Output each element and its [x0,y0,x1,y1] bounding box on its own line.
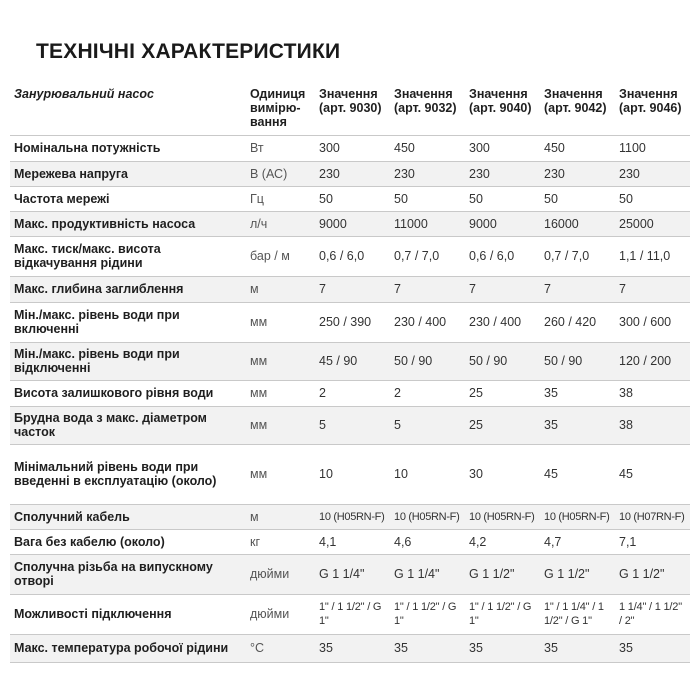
row-param: Макс. продуктивність насоса [10,211,246,236]
row-value: 10 (H05RN-F) [390,504,465,529]
table-row [10,380,690,406]
row-value: 50 [615,186,690,211]
table-row [10,554,690,594]
row-value: 50 / 90 [390,342,465,380]
header-value-9046: Значення (арт. 9046) [615,80,690,135]
row-value: 230 [465,161,540,186]
row-value: 35 [540,634,615,662]
row-value: 7 [390,276,465,302]
row-value: 10 (H05RN-F) [315,504,390,529]
row-param: Макс. температура робочої рідини [10,634,246,662]
row-value: 9000 [315,211,390,236]
row-value: 450 [390,135,465,161]
row-unit: дюйми [246,594,315,634]
row-value: 45 / 90 [315,342,390,380]
row-value: 7,1 [615,529,690,554]
table-row [10,406,690,444]
header-param: Занурювальний насос [10,80,246,135]
table-row [10,211,690,236]
row-unit: бар / м [246,236,315,276]
row-value: 10 [390,444,465,504]
row-value: G 1 1/2" [540,554,615,594]
row-value: G 1 1/4" [390,554,465,594]
row-value: 35 [465,634,540,662]
row-value: 1,1 / 11,0 [615,236,690,276]
row-value: 50 [315,186,390,211]
row-param: Сполучний кабель [10,504,246,529]
row-value: 450 [540,135,615,161]
row-unit: кг [246,529,315,554]
row-unit: мм [246,380,315,406]
table-row [10,135,690,161]
row-value: 10 [315,444,390,504]
row-value: 35 [540,406,615,444]
row-value: 25 [465,406,540,444]
row-value: 300 / 600 [615,302,690,342]
row-value: 250 / 390 [315,302,390,342]
row-value: 1" / 1 1/2" / G 1" [315,594,390,634]
specifications-table [10,80,690,663]
row-value: 30 [465,444,540,504]
row-value: 38 [615,406,690,444]
table-row [10,161,690,186]
header-value-9032: Значення (арт. 9032) [390,80,465,135]
row-value: 5 [315,406,390,444]
row-value: 260 / 420 [540,302,615,342]
row-value: G 1 1/4" [315,554,390,594]
row-value: 230 / 400 [390,302,465,342]
row-param: Мін./макс. рівень води при включенні [10,302,246,342]
row-param: Висота залишкового рівня води [10,380,246,406]
row-value: 300 [315,135,390,161]
row-value: 10 (H05RN-F) [540,504,615,529]
row-param: Брудна вода з макс. діаметром часток [10,406,246,444]
row-value: 50 [390,186,465,211]
row-unit: °C [246,634,315,662]
row-value: 1" / 1 1/2" / G 1" [465,594,540,634]
row-value: 45 [615,444,690,504]
row-unit: мм [246,406,315,444]
row-value: 35 [615,634,690,662]
row-value: 7 [315,276,390,302]
row-value: 25000 [615,211,690,236]
row-value: 10 (H05RN-F) [465,504,540,529]
row-value: 35 [315,634,390,662]
row-param: Мінімальний рівень води при введенні в експлуатацію (около) [10,444,246,504]
row-value: 50 [465,186,540,211]
row-value: G 1 1/2" [615,554,690,594]
table-row [10,276,690,302]
header-value-9042: Значення (арт. 9042) [540,80,615,135]
table-row [10,302,690,342]
row-value: 230 [615,161,690,186]
table-row [10,634,690,662]
row-value: 4,2 [465,529,540,554]
row-unit: Вт [246,135,315,161]
row-unit: В (АС) [246,161,315,186]
row-value: 5 [390,406,465,444]
row-value: 120 / 200 [615,342,690,380]
row-value: 35 [540,380,615,406]
row-value: 0,7 / 7,0 [390,236,465,276]
row-value: 9000 [465,211,540,236]
row-value: 50 / 90 [540,342,615,380]
row-value: 11000 [390,211,465,236]
row-value: 2 [315,380,390,406]
row-value: 2 [390,380,465,406]
row-param: Вага без кабелю (около) [10,529,246,554]
row-unit: м [246,276,315,302]
header-value-9030: Значення (арт. 9030) [315,80,390,135]
table-row [10,342,690,380]
table-row [10,444,690,504]
row-unit: л/ч [246,211,315,236]
header-unit: Одиниця вимірю-вання [246,80,315,135]
row-unit: м [246,504,315,529]
row-unit: Гц [246,186,315,211]
row-unit: мм [246,444,315,504]
row-value: 50 [540,186,615,211]
row-value: 0,7 / 7,0 [540,236,615,276]
row-value: 1" / 1 1/4" / 1 1/2" / G 1" [540,594,615,634]
page-title: ТЕХНІЧНІ ХАРАКТЕРИСТИКИ [36,40,341,63]
row-unit: мм [246,342,315,380]
header-row [10,80,690,135]
row-value: 10 (H07RN-F) [615,504,690,529]
row-value: 230 [540,161,615,186]
row-param: Макс. глибина заглиблення [10,276,246,302]
row-param: Номінальна потужність [10,135,246,161]
table-row [10,594,690,634]
row-value: 4,1 [315,529,390,554]
row-value: 0,6 / 6,0 [315,236,390,276]
row-value: 230 / 400 [465,302,540,342]
row-value: 7 [540,276,615,302]
row-value: 0,6 / 6,0 [465,236,540,276]
table-row [10,504,690,529]
row-value: 1100 [615,135,690,161]
row-value: 1 1/4" / 1 1/2" / 2" [615,594,690,634]
table-row [10,529,690,554]
row-param: Мін./макс. рівень води при відключенні [10,342,246,380]
row-unit: мм [246,302,315,342]
table-row [10,186,690,211]
row-value: 45 [540,444,615,504]
row-value: 230 [390,161,465,186]
row-param: Мережева напруга [10,161,246,186]
row-value: 25 [465,380,540,406]
row-value: 35 [390,634,465,662]
row-value: 230 [315,161,390,186]
row-param: Можливості підключення [10,594,246,634]
row-value: 4,7 [540,529,615,554]
row-value: 7 [615,276,690,302]
row-value: 4,6 [390,529,465,554]
row-value: 38 [615,380,690,406]
row-unit: дюйми [246,554,315,594]
row-value: 7 [465,276,540,302]
row-param: Частота мережі [10,186,246,211]
row-param: Сполучна різьба на випускному отворі [10,554,246,594]
row-value: G 1 1/2" [465,554,540,594]
row-value: 16000 [540,211,615,236]
row-param: Макс. тиск/макс. висота відкачування рідини [10,236,246,276]
header-value-9040: Значення (арт. 9040) [465,80,540,135]
row-value: 50 / 90 [465,342,540,380]
row-value: 300 [465,135,540,161]
table-row [10,236,690,276]
row-value: 1" / 1 1/2" / G 1" [390,594,465,634]
